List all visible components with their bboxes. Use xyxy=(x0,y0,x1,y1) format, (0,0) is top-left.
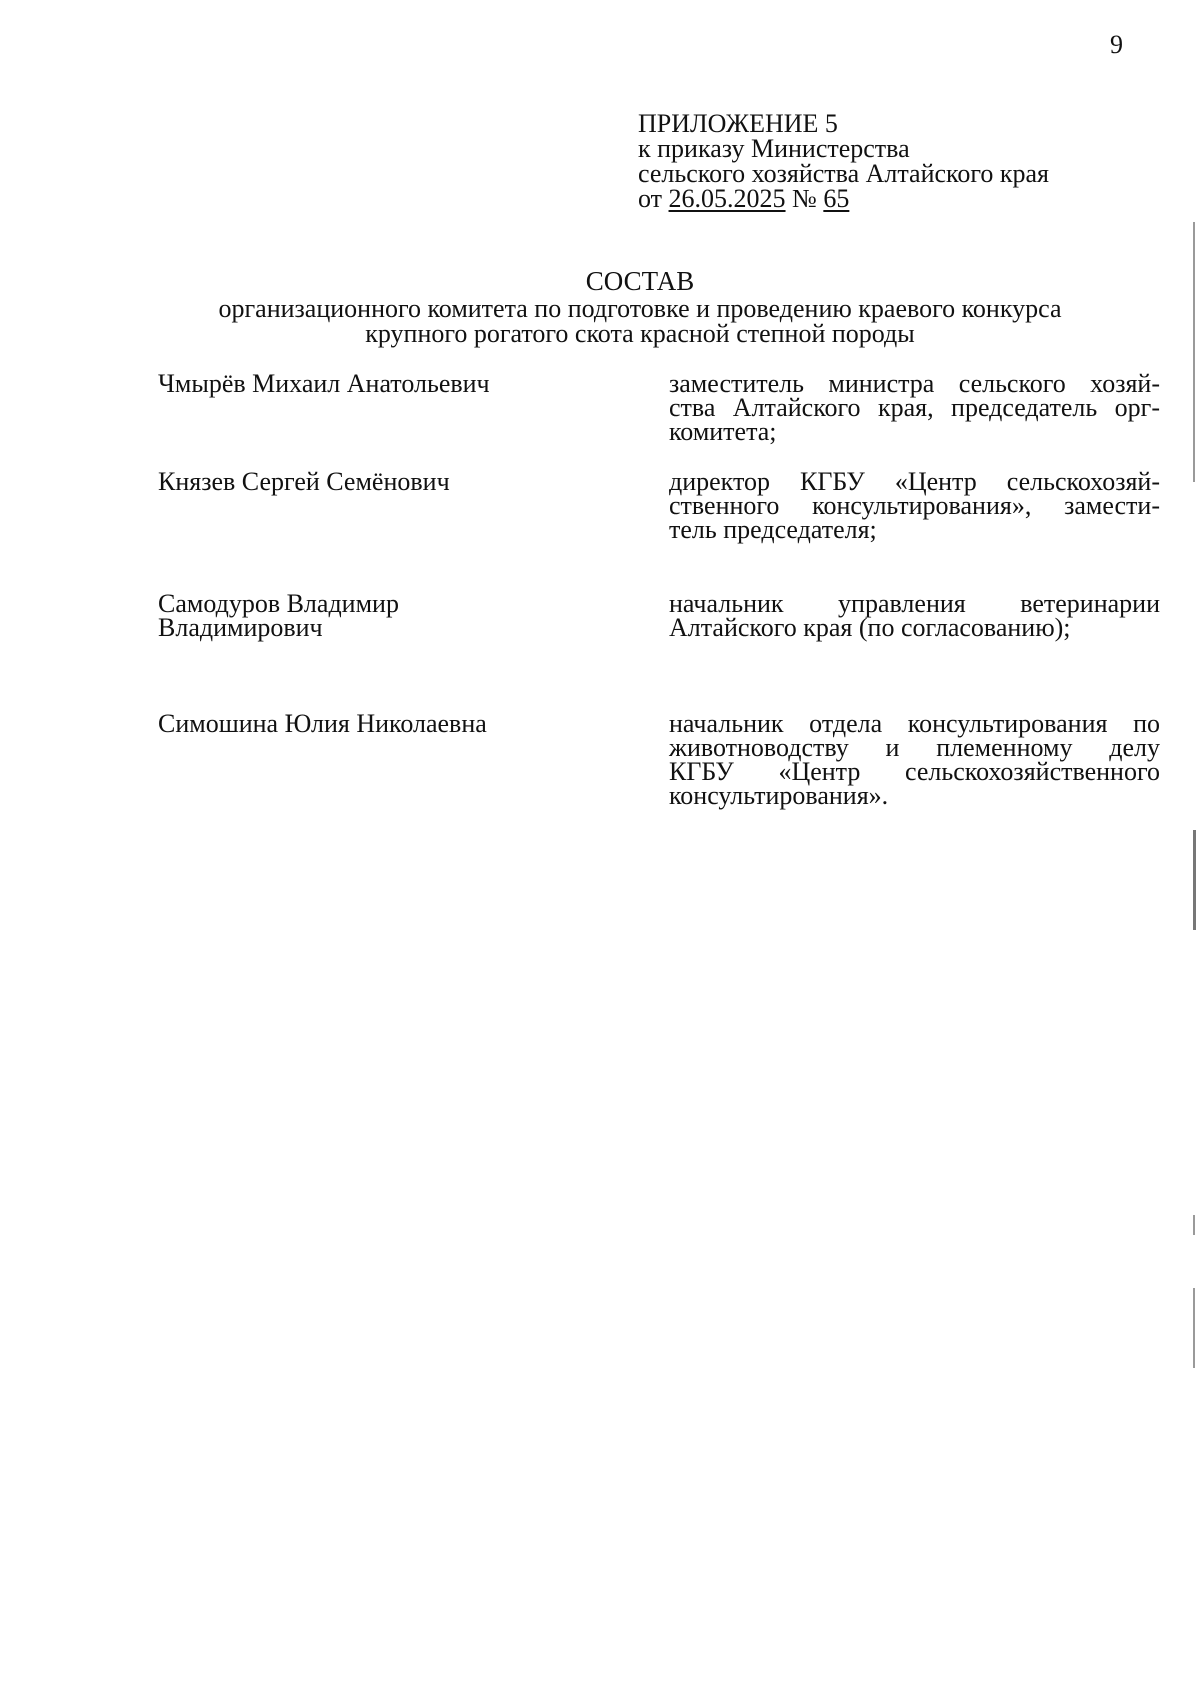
number-prefix: № xyxy=(792,184,817,213)
scan-edge-mark xyxy=(1193,830,1196,930)
page-number: 9 xyxy=(1110,30,1123,59)
member-role: начальник управления ветеринарии Алтайского края (по согласованию); xyxy=(669,589,1160,642)
document-subtitle xyxy=(60,296,1200,346)
order-number: 65 xyxy=(823,184,850,213)
appendix-block xyxy=(638,111,1049,211)
member-role: заместитель министра сельского хозяй- ства Алтайского края, председатель орг- комитета; xyxy=(669,369,1160,446)
appendix-title: ПРИЛОЖЕНИЕ 5 xyxy=(638,109,838,138)
order-date: 26.05.2025 xyxy=(668,184,786,213)
date-prefix: от xyxy=(638,184,663,213)
subtitle-line: организационного комитета по подготовке и проведению краевого конкурса xyxy=(218,294,1062,323)
scan-edge-mark xyxy=(1193,222,1195,482)
member-name: Князев Сергей Семёнович xyxy=(158,467,450,496)
member-name: Самодуров Владимир Владимирович xyxy=(158,589,399,642)
appendix-ministry-line: сельского хозяйства Алтайского края xyxy=(638,159,1050,188)
appendix-date-line xyxy=(638,186,1049,211)
member-role: директор КГБУ «Центр сельскохозяй- ственного консультирования», замести- тель председателя; xyxy=(669,467,1160,544)
appendix-order-line: к приказу Министерства xyxy=(638,134,910,163)
member-name: Чмырёв Михаил Анатольевич xyxy=(158,369,490,398)
member-role: начальник отдела консультирования по животноводству и племенному делу КГБУ «Центр сельскохозяйственного консультирования». xyxy=(669,709,1160,810)
scan-edge-mark xyxy=(1193,1288,1195,1368)
scan-edge-mark xyxy=(1193,1215,1195,1235)
document-title: СОСТАВ xyxy=(585,266,695,296)
member-name: Симошина Юлия Николаевна xyxy=(158,709,487,738)
subtitle-line: крупного рогатого скота красной степной породы xyxy=(365,319,915,348)
